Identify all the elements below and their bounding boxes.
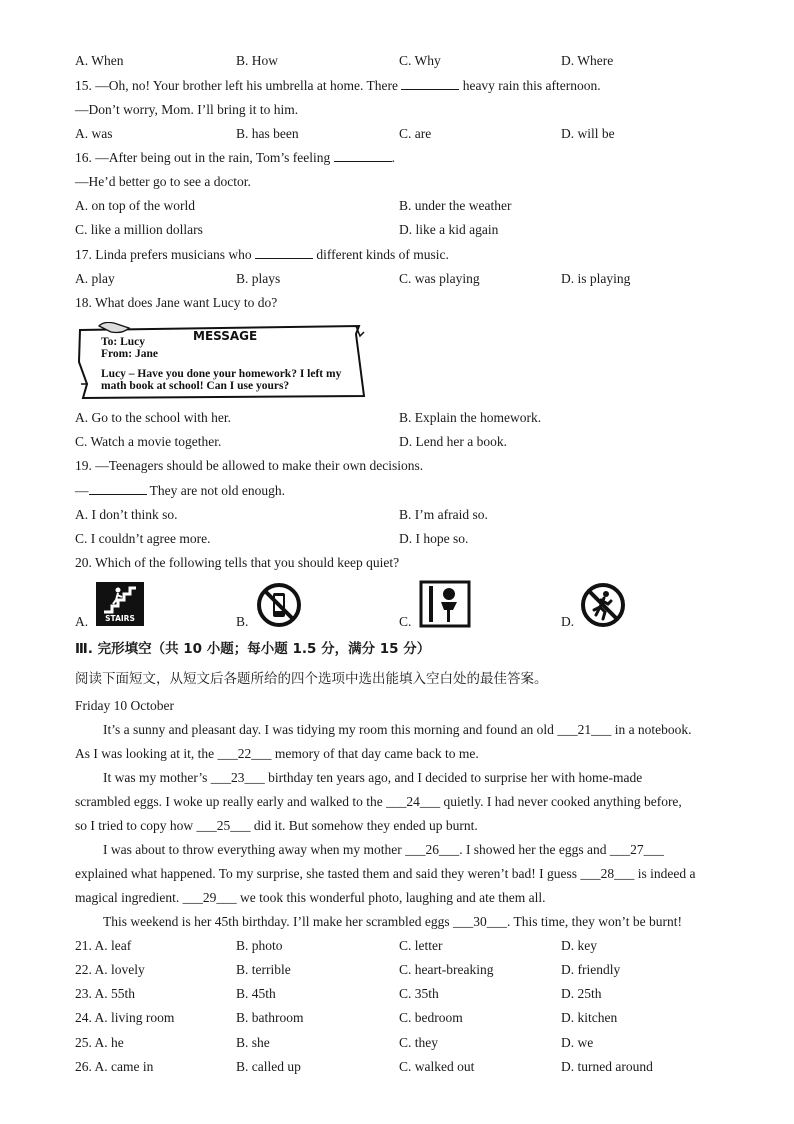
blank-27: ___27___ bbox=[609, 842, 664, 857]
passage-text: is indeed a bbox=[634, 866, 696, 881]
q20-label-d: D. bbox=[561, 614, 575, 629]
q24-options bbox=[75, 1009, 735, 1027]
q19-reply bbox=[75, 482, 285, 500]
q14-options bbox=[75, 52, 735, 70]
passage-text: It’s a sunny and pleasant day. I was tidying my room this morning and found an old bbox=[103, 722, 558, 737]
q17-option-b: B. plays bbox=[236, 271, 281, 286]
q20-stem: 20. Which of the following tells that you should keep quiet? bbox=[75, 555, 400, 570]
q21-options bbox=[75, 937, 735, 955]
passage-text: quietly. I had never cooked anything before, bbox=[440, 794, 682, 809]
q21-option-a: 21. A. leaf bbox=[75, 938, 132, 953]
q19-option-d: D. I hope so. bbox=[399, 531, 469, 546]
q19-reply-prefix: — bbox=[75, 483, 89, 498]
passage-date: Friday 10 October bbox=[75, 698, 174, 713]
q19-reply-text: They are not old enough. bbox=[149, 483, 285, 498]
q17-options bbox=[75, 270, 735, 288]
q15-stem-a: 15. —Oh, no! Your brother left his umbrella at home. There bbox=[75, 78, 398, 93]
q25-options bbox=[75, 1034, 735, 1052]
q19-option-c: C. I couldn’t agree more. bbox=[75, 531, 211, 546]
q24-option-d: D. kitchen bbox=[561, 1010, 618, 1025]
answer-blank bbox=[401, 77, 459, 90]
q18-stem: 18. What does Jane want Lucy to do? bbox=[75, 295, 278, 310]
q21-option-b: B. photo bbox=[236, 938, 283, 953]
q19-option-b: B. I’m afraid so. bbox=[399, 507, 488, 522]
q26-option-b: B. called up bbox=[236, 1059, 301, 1074]
blank-21: ___21___ bbox=[557, 722, 612, 737]
q23-option-d: D. 25th bbox=[561, 986, 602, 1001]
q17-stem-b: different kinds of music. bbox=[316, 247, 449, 262]
q22-option-d: D. friendly bbox=[561, 962, 621, 977]
q15-option-c: C. are bbox=[399, 126, 432, 141]
q15-reply: —Don’t worry, Mom. I’ll bring it to him. bbox=[75, 102, 299, 117]
q26-options bbox=[75, 1058, 735, 1076]
q15-stem-b: heavy rain this afternoon. bbox=[462, 78, 601, 93]
message-from: From: Jane bbox=[101, 348, 158, 360]
q21-option-c: C. letter bbox=[399, 938, 443, 953]
q15-option-d: D. will be bbox=[561, 126, 615, 141]
q18-options-row2 bbox=[75, 433, 735, 451]
message-to: To: Lucy bbox=[101, 336, 145, 348]
q23-options bbox=[75, 985, 735, 1003]
q26-option-a: 26. A. came in bbox=[75, 1059, 154, 1074]
passage-text: explained what happened. To my surprise, she tasted them and said they weren’t bad! I guess bbox=[75, 866, 581, 881]
passage-text: magical ingredient. bbox=[75, 890, 183, 905]
passage-text: This weekend is her 45th birthday. I’ll make her scrambled eggs bbox=[103, 914, 454, 929]
message-note-image bbox=[77, 322, 367, 400]
q18-option-c: C. Watch a movie together. bbox=[75, 434, 222, 449]
passage-text: I was about to throw everything away when my mother bbox=[103, 842, 406, 857]
passage-text: we took this wonderful photo, laughing and ate them all. bbox=[236, 890, 546, 905]
q16-stem bbox=[75, 149, 395, 167]
passage-text: so I tried to copy how bbox=[75, 818, 197, 833]
q19-option-a: A. I don’t think so. bbox=[75, 507, 178, 522]
answer-blank bbox=[89, 482, 147, 495]
q25-option-a: 25. A. he bbox=[75, 1035, 124, 1050]
passage-line-1 bbox=[103, 721, 692, 739]
passage-text: memory of that day came back to me. bbox=[271, 746, 479, 761]
passage-line-4 bbox=[75, 793, 682, 811]
blank-22: ___22___ bbox=[217, 746, 272, 761]
q19-options-row2 bbox=[75, 530, 735, 548]
q24-option-c: C. bedroom bbox=[399, 1010, 463, 1025]
no-phone-sign-icon bbox=[256, 582, 302, 628]
q22-options bbox=[75, 961, 735, 979]
q20-label-b: B. bbox=[236, 614, 249, 629]
q15-options bbox=[75, 125, 735, 143]
q18-option-d: D. Lend her a book. bbox=[399, 434, 507, 449]
q14-option-c: C. Why bbox=[399, 53, 441, 68]
q18-option-b: B. Explain the homework. bbox=[399, 410, 542, 425]
blank-24: ___24___ bbox=[386, 794, 441, 809]
passage-text: scrambled eggs. I woke up really early and walked to the bbox=[75, 794, 387, 809]
passage-line-6 bbox=[103, 841, 664, 859]
passage-text: As I was looking at it, the bbox=[75, 746, 218, 761]
q23-option-c: C. 35th bbox=[399, 986, 439, 1001]
passage-line-2 bbox=[75, 745, 479, 763]
q18-option-a: A. Go to the school with her. bbox=[75, 410, 231, 425]
section-heading: Ⅲ. 完形填空（共 10 小题；每小题 1.5 分，满分 15 分） bbox=[75, 641, 431, 657]
passage-line-9 bbox=[103, 913, 682, 931]
q15-option-b: B. has been bbox=[236, 126, 299, 141]
q25-option-b: B. she bbox=[236, 1035, 270, 1050]
passage-line-8 bbox=[75, 889, 546, 907]
q22-option-c: C. heart-breaking bbox=[399, 962, 494, 977]
blank-30: ___30___ bbox=[453, 914, 508, 929]
q17-stem bbox=[75, 246, 449, 264]
q20-label-c: C. bbox=[399, 614, 412, 629]
passage-line-5 bbox=[75, 817, 478, 835]
q20-option-labels bbox=[75, 613, 735, 631]
q21-option-d: D. key bbox=[561, 938, 597, 953]
stairs-sign-icon bbox=[96, 582, 144, 626]
q16-options-row2 bbox=[75, 221, 735, 239]
q17-option-d: D. is playing bbox=[561, 271, 631, 286]
q25-option-c: C. they bbox=[399, 1035, 438, 1050]
q14-option-a: A. When bbox=[75, 53, 124, 68]
q16-option-b: B. under the weather bbox=[399, 198, 512, 213]
message-body-1: Lucy – Have you done your homework? I left my bbox=[101, 368, 342, 380]
q23-option-a: 23. A. 55th bbox=[75, 986, 136, 1001]
silence-sign-icon bbox=[419, 580, 471, 628]
q24-option-b: B. bathroom bbox=[236, 1010, 304, 1025]
q15-stem bbox=[75, 77, 601, 95]
q16-option-d: D. like a kid again bbox=[399, 222, 499, 237]
q26-option-c: C. walked out bbox=[399, 1059, 475, 1074]
passage-text: birthday ten years ago, and I decided to surprise her with home-made bbox=[264, 770, 643, 785]
passage-line-3 bbox=[103, 769, 642, 787]
blank-28: ___28___ bbox=[580, 866, 635, 881]
passage-line-7 bbox=[75, 865, 696, 883]
message-body-2: math book at school! Can I use yours? bbox=[101, 380, 290, 392]
q16-stem-text: 16. —After being out in the rain, Tom’s feeling bbox=[75, 150, 331, 165]
q17-option-a: A. play bbox=[75, 271, 115, 286]
q17-option-c: C. was playing bbox=[399, 271, 480, 286]
passage-text: in a notebook. bbox=[611, 722, 692, 737]
no-running-sign-icon bbox=[580, 582, 626, 628]
q25-option-d: D. we bbox=[561, 1035, 594, 1050]
q17-stem-a: 17. Linda prefers musicians who bbox=[75, 247, 252, 262]
section-instruction: 阅读下面短文，从短文后各题所给的四个选项中选出能填入空白处的最佳答案。 bbox=[75, 671, 548, 687]
q16-reply: —He’d better go to see a doctor. bbox=[75, 174, 251, 189]
stairs-label: STAIRS bbox=[105, 614, 135, 623]
q22-option-a: 22. A. lovely bbox=[75, 962, 145, 977]
q22-option-b: B. terrible bbox=[236, 962, 291, 977]
q18-options-row1 bbox=[75, 409, 735, 427]
passage-text: did it. But somehow they ended up burnt. bbox=[250, 818, 478, 833]
q20-label-a: A. bbox=[75, 614, 89, 629]
answer-blank bbox=[334, 149, 392, 162]
q16-options-row1 bbox=[75, 197, 735, 215]
q19-stem: 19. —Teenagers should be allowed to make their own decisions. bbox=[75, 458, 424, 473]
q14-option-b: B. How bbox=[236, 53, 279, 68]
q16-option-a: A. on top of the world bbox=[75, 198, 195, 213]
q26-option-d: D. turned around bbox=[561, 1059, 653, 1074]
q24-option-a: 24. A. living room bbox=[75, 1010, 175, 1025]
passage-text: It was my mother’s bbox=[103, 770, 211, 785]
q16-option-c: C. like a million dollars bbox=[75, 222, 203, 237]
q16-stem-end: . bbox=[391, 150, 396, 165]
q19-options-row1 bbox=[75, 506, 735, 524]
blank-29: ___29___ bbox=[182, 890, 237, 905]
blank-23: ___23___ bbox=[210, 770, 265, 785]
passage-text: . This time, they won’t be burnt! bbox=[507, 914, 683, 929]
answer-blank bbox=[255, 246, 313, 259]
passage-text: . I showed her the eggs and bbox=[459, 842, 610, 857]
blank-26: ___26___ bbox=[405, 842, 460, 857]
blank-25: ___25___ bbox=[196, 818, 251, 833]
q23-option-b: B. 45th bbox=[236, 986, 276, 1001]
message-title: MESSAGE bbox=[193, 329, 258, 343]
q15-option-a: A. was bbox=[75, 126, 113, 141]
q14-option-d: D. Where bbox=[561, 53, 614, 68]
